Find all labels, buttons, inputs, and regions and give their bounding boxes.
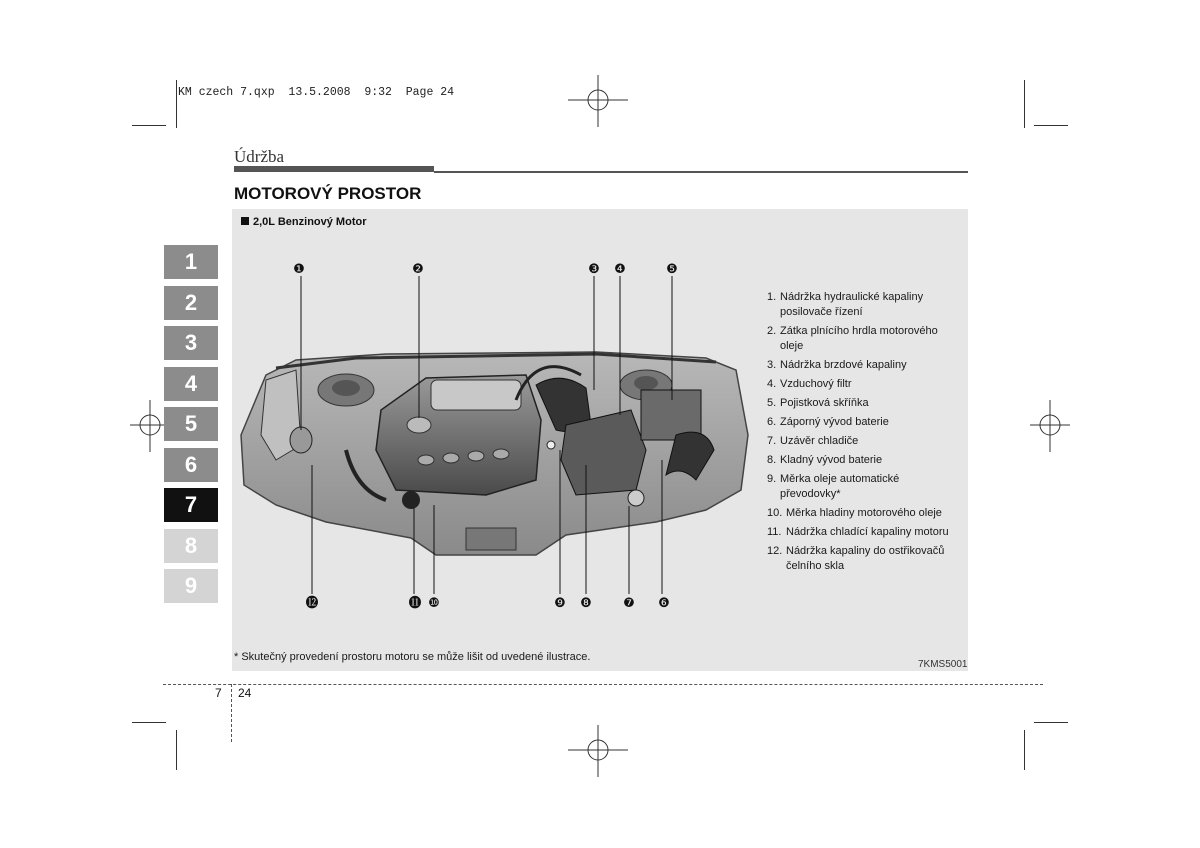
legend-item-text: Zátka plnícího hrdla motorového oleje xyxy=(780,325,938,352)
registration-mark-right xyxy=(1030,400,1070,452)
sub-heading xyxy=(241,216,366,228)
legend-item-text: Kladný vývod baterie xyxy=(780,454,883,466)
legend-item xyxy=(767,472,962,502)
legend-item-text: Nádržka hydraulické kapaliny posilovače řízení xyxy=(780,291,924,318)
chapter-tab-6[interactable]: 6 xyxy=(164,448,218,482)
page-number: 24 xyxy=(238,686,252,700)
callout-2: ❷ xyxy=(412,262,424,277)
callout-5: ❺ xyxy=(666,262,678,277)
callout-3: ❸ xyxy=(588,262,600,277)
legend-item xyxy=(767,525,962,540)
footer-rule xyxy=(163,684,1043,685)
figure-code: 7KMS5001 xyxy=(918,659,968,670)
print-slug: KM czech 7.qxp 13.5.2008 9:32 Page 24 xyxy=(178,86,455,99)
chapter-tab-7[interactable]: 7 xyxy=(164,488,218,522)
legend-item-text: Vzduchový filtr xyxy=(780,378,852,390)
legend-item-text: Měrka oleje automatické převodovky* xyxy=(780,473,900,500)
legend-item-number: 10. xyxy=(767,507,783,519)
legend-item xyxy=(767,358,962,373)
legend-item xyxy=(767,290,962,320)
callout-9: ❾ xyxy=(554,596,566,611)
callout-6: ❻ xyxy=(658,596,670,611)
legend-item-text: Nádržka chladící kapaliny motoru xyxy=(786,526,949,538)
callout-11: ⓫ xyxy=(408,596,422,611)
parts-legend xyxy=(767,290,962,578)
engine-bay-illustration xyxy=(236,250,752,620)
legend-item-text: Uzávěr chladiče xyxy=(780,435,859,447)
registration-mark-bottom xyxy=(568,725,628,777)
chapter-tab-5[interactable]: 5 xyxy=(164,407,218,441)
legend-item xyxy=(767,324,962,354)
callout-7: ❼ xyxy=(623,596,635,611)
chapter-tab-9[interactable]: 9 xyxy=(164,569,218,603)
legend-item-number: 9. xyxy=(767,473,777,485)
legend-item-number: 11. xyxy=(767,526,782,538)
chapter-tab-4[interactable]: 4 xyxy=(164,367,218,401)
footer-divider xyxy=(231,684,232,742)
callout-8: ❽ xyxy=(580,596,592,611)
legend-item xyxy=(767,506,962,521)
section-bar xyxy=(234,166,434,172)
legend-item xyxy=(767,396,962,411)
legend-item-number: 4. xyxy=(767,378,777,390)
legend-item-text: Nádržka brzdové kapaliny xyxy=(780,359,907,371)
legend-item-number: 7. xyxy=(767,435,777,447)
legend-item-text: Měrka hladiny motorového oleje xyxy=(786,507,942,519)
section-title: Údržba xyxy=(234,147,285,166)
legend-item-number: 6. xyxy=(767,416,777,428)
legend-item xyxy=(767,544,962,574)
legend-item-number: 8. xyxy=(767,454,777,466)
legend-item xyxy=(767,434,962,449)
callout-1: ❶ xyxy=(293,262,305,277)
page-heading: MOTOROVÝ PROSTOR xyxy=(234,184,422,203)
legend-item-text: Nádržka kapaliny do ostřikovačů čelního skla xyxy=(786,545,945,572)
sub-heading-text: 2,0L Benzinový Motor xyxy=(253,216,367,228)
legend-item xyxy=(767,415,962,430)
callout-10: ❿ xyxy=(428,596,440,611)
legend-item-number: 12. xyxy=(767,545,783,557)
legend-item-number: 5. xyxy=(767,397,777,409)
square-bullet-icon xyxy=(241,217,249,225)
footnote: * Skutečný provedení prostoru motoru se může lišit od uvedené ilustrace. xyxy=(234,651,591,663)
legend-item-number: 1. xyxy=(767,291,777,303)
legend-item-text: Záporný vývod baterie xyxy=(780,416,889,428)
chapter-tab-8[interactable]: 8 xyxy=(164,529,218,563)
legend-item-text: Pojistková skříňka xyxy=(780,397,869,409)
chapter-tab-1[interactable]: 1 xyxy=(164,245,218,279)
callout-12: ⓬ xyxy=(305,596,319,611)
legend-item-number: 3. xyxy=(767,359,777,371)
registration-mark-top xyxy=(568,75,628,127)
legend-item xyxy=(767,377,962,392)
page-chapter-number: 7 xyxy=(215,686,222,700)
callout-4: ❹ xyxy=(614,262,626,277)
chapter-tab-2[interactable]: 2 xyxy=(164,286,218,320)
section-rule xyxy=(434,171,968,173)
legend-item xyxy=(767,453,962,468)
chapter-tab-3[interactable]: 3 xyxy=(164,326,218,360)
legend-item-number: 2. xyxy=(767,325,777,337)
